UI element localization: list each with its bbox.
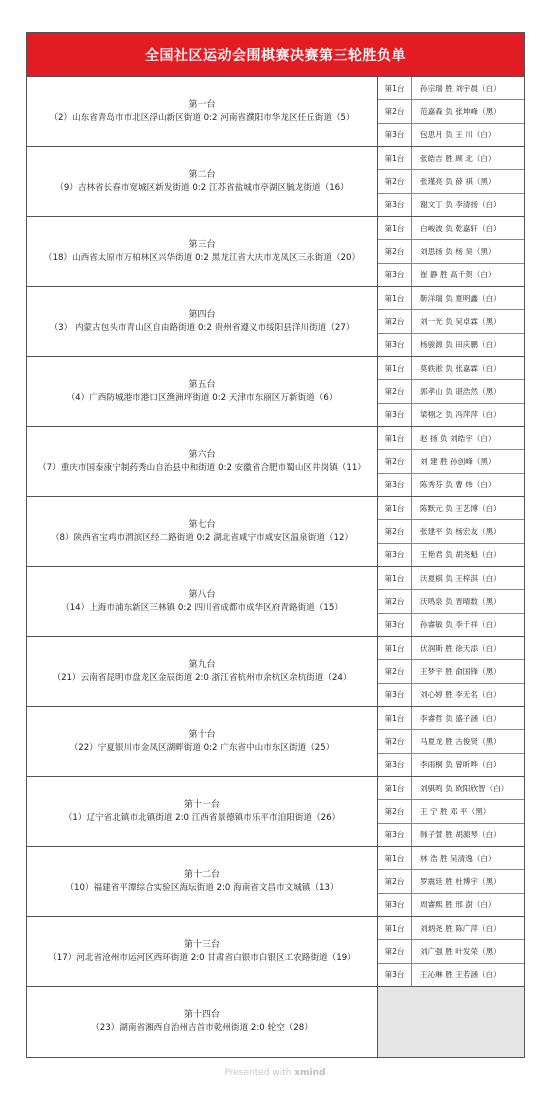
game-row	[378, 660, 524, 683]
game-result: 刘 建 胜 孙创峰（黑）	[420, 456, 496, 466]
game-result: 王沁琳 胜 王若涵（白）	[420, 970, 501, 980]
game-row	[378, 567, 524, 590]
match-row	[27, 777, 524, 847]
board-number: 第2台	[378, 520, 412, 542]
game-results	[378, 287, 524, 356]
game-result: 伏润斯 胜 徐天添（白）	[420, 643, 501, 653]
board-number: 第3台	[378, 264, 412, 286]
game-result: 张皓吉 胜 顾 北（白）	[420, 153, 496, 163]
table-name: 第一台	[188, 99, 216, 110]
board-number: 第3台	[378, 964, 412, 986]
board-number: 第1台	[378, 917, 412, 939]
table-name: 第七台	[188, 519, 216, 530]
game-row	[378, 170, 524, 193]
game-row	[378, 194, 524, 216]
table-name: 第十二台	[183, 869, 220, 880]
game-result: 郭孝山 负 谌浩然（黑）	[420, 386, 501, 396]
game-result: 靳洋瑞 负 夏明鑫（白）	[420, 293, 501, 303]
table-name: 第九台	[188, 659, 216, 670]
game-result: 赵 扬 负 刘皓宇（白）	[420, 433, 496, 443]
game-row	[378, 544, 524, 566]
board-number: 第3台	[378, 474, 412, 496]
game-results	[378, 777, 524, 846]
board-number: 第1台	[378, 427, 412, 449]
board-number: 第1台	[378, 77, 412, 99]
game-result: 李雨桐 负 曾昕哗（白）	[420, 760, 501, 770]
table-name: 第八台	[188, 589, 216, 600]
game-result: 孙睿敏 负 李千祥（白）	[420, 620, 501, 630]
game-row	[378, 894, 524, 916]
game-row	[378, 357, 524, 380]
game-result: 沃夏棋 负 王梓淇（白）	[420, 573, 501, 583]
game-results	[378, 427, 524, 496]
board-number: 第1台	[378, 707, 412, 729]
match-row	[27, 217, 524, 287]
game-row	[378, 264, 524, 286]
game-result: 张建平 负 杨宏友（黑）	[420, 526, 501, 536]
game-row	[378, 147, 524, 170]
game-result: 白峻波 负 乾嘉轩（白）	[420, 223, 501, 233]
game-result: 王梦宇 胜 俞国锋（黑）	[420, 666, 501, 676]
game-result: 刘思扬 负 杨 昊（黑）	[420, 246, 496, 256]
board-number: 第2台	[378, 590, 412, 612]
match-row	[27, 147, 524, 217]
game-result: 谢文丁 负 李清扬（白）	[420, 200, 501, 210]
board-number: 第1台	[378, 497, 412, 519]
game-results	[378, 147, 524, 216]
match-row	[27, 847, 524, 917]
game-row	[378, 800, 524, 823]
board-number: 第3台	[378, 614, 412, 636]
board-number: 第1台	[378, 567, 412, 589]
game-result: 李睿哲 负 盛子涵（白）	[420, 713, 501, 723]
bye-empty-cell	[378, 987, 524, 1057]
match-row	[27, 637, 524, 707]
board-number: 第3台	[378, 684, 412, 706]
pairing-text: （9）吉林省长春市宽城区新发街道 0:2 江苏省盐城市亭湖区毓龙街道（16）	[55, 182, 349, 193]
game-row	[378, 287, 524, 310]
board-number: 第3台	[378, 124, 412, 146]
board-number: 第2台	[378, 240, 412, 262]
pairing-text: （2）山东省青岛市市北区浮山新区街道 0:2 河南省濮阳市华龙区任丘街道（5）	[49, 112, 355, 123]
match-info	[27, 847, 378, 916]
table-name: 第十一台	[183, 799, 220, 810]
game-row	[378, 520, 524, 543]
game-row	[378, 870, 524, 893]
pairing-text: （17）河北省沧州市运河区西环街道 2:0 甘肃省白银市白银区工农路街道（19）	[48, 952, 356, 963]
board-number: 第2台	[378, 170, 412, 192]
match-info	[27, 637, 378, 706]
watermark	[0, 1068, 550, 1078]
game-results	[378, 357, 524, 426]
pairing-text: （10）福建省平潭综合实验区海坛街道 2:0 海南省文昌市文城镇（13）	[65, 882, 339, 893]
match-row	[27, 427, 524, 497]
pairing-text: （22）宁夏银川市金凤区湖畔街道 0:2 广东省中山市东区街道（25）	[69, 742, 335, 753]
game-row	[378, 474, 524, 496]
pairing-text: （23）湖南省湘西自治州吉首市乾州街道 2:0 轮空（28）	[91, 1023, 313, 1033]
match-info	[27, 287, 378, 356]
game-row	[378, 217, 524, 240]
board-number: 第2台	[378, 800, 412, 822]
pairing-text: （1）辽宁省北镇市北镇街道 2:0 江西省景德镇市乐平市洎阳街道（26）	[63, 812, 341, 823]
game-row	[378, 240, 524, 263]
game-results	[378, 707, 524, 776]
match-info	[27, 357, 378, 426]
game-results	[378, 637, 524, 706]
board-number: 第2台	[378, 100, 412, 122]
match-info	[27, 427, 378, 496]
game-result: 范嘉森 负 张坤峰（黑）	[420, 106, 501, 116]
game-row	[378, 707, 524, 730]
board-number: 第3台	[378, 544, 412, 566]
table-name: 第十三台	[183, 939, 220, 950]
game-result: 梁栩之 负 冯萍萍（白）	[420, 410, 501, 420]
table-name: 第十四台	[183, 1010, 220, 1020]
match-row	[27, 497, 524, 567]
board-number: 第3台	[378, 404, 412, 426]
game-result: 杨骏源 负 田庆鹏（白）	[420, 340, 501, 350]
match-row	[27, 707, 524, 777]
game-result: 刘骐鸣 负 欧阳欣智（白）	[420, 783, 509, 793]
match-list	[27, 77, 524, 1057]
sheet-title: 全国社区运动会围棋赛决赛第三轮胜负单	[27, 33, 524, 77]
table-name: 第十台	[188, 729, 216, 740]
game-row	[378, 730, 524, 753]
game-result: 王 宁 胜 邓 平（黑）	[420, 806, 491, 816]
board-number: 第2台	[378, 730, 412, 752]
table-name: 第四台	[188, 309, 216, 320]
match-row	[27, 357, 524, 427]
pairing-text: （14）上海市浦东新区三林镇 0:2 四川省成都市成华区府青路街道（15）	[61, 602, 343, 613]
board-number: 第2台	[378, 940, 412, 962]
board-number: 第2台	[378, 870, 412, 892]
board-number: 第3台	[378, 334, 412, 356]
game-result: 刘一光 负 吴卓霖（黑）	[420, 316, 501, 326]
game-row	[378, 614, 524, 636]
game-result: 林 浩 胜 吴清逸（白）	[420, 853, 496, 863]
game-result: 马夏龙 胜 古俊贤（黑）	[420, 736, 501, 746]
board-number: 第2台	[378, 660, 412, 682]
game-result: 陈默元 负 王艺博（白）	[420, 503, 501, 513]
game-result: 刘广强 胜 叶发荣（黑）	[420, 946, 501, 956]
game-row	[378, 380, 524, 403]
pairing-text: （4）广西防城港市港口区渔洲坪街道 0:2 天津市东丽区万新街道（6）	[66, 392, 338, 403]
match-row	[27, 987, 524, 1057]
pairing-text: （8）陕西省宝鸡市渭滨区经二路街道 0:2 湖北省咸宁市咸安区温泉街道（12）	[50, 532, 354, 543]
game-row	[378, 917, 524, 940]
match-info	[27, 217, 378, 286]
game-row	[378, 310, 524, 333]
game-row	[378, 334, 524, 356]
match-info	[27, 917, 378, 986]
game-row	[378, 940, 524, 963]
game-result: 陈秀芬 负 曹 炜（白）	[420, 480, 496, 490]
game-result: 崔 静 胜 高千贺（白）	[420, 270, 496, 280]
game-result: 韩子萱 胜 胡源琴（白）	[420, 830, 501, 840]
match-info	[27, 77, 378, 146]
table-name: 第五台	[188, 379, 216, 390]
match-info	[27, 497, 378, 566]
game-results	[378, 217, 524, 286]
game-results	[378, 567, 524, 636]
game-row	[378, 824, 524, 846]
watermark-prefix: Presented with	[224, 1068, 292, 1078]
game-row	[378, 637, 524, 660]
game-results	[378, 497, 524, 566]
board-number: 第2台	[378, 380, 412, 402]
game-row	[378, 684, 524, 706]
game-row	[378, 77, 524, 100]
game-results	[378, 847, 524, 916]
match-row	[27, 567, 524, 637]
match-info	[27, 777, 378, 846]
board-number: 第3台	[378, 754, 412, 776]
board-number: 第1台	[378, 147, 412, 169]
pairing-text: （3） 内蒙古包头市青山区自由路街道 0:2 贵州省遵义市绥阳县洋川街道（27）	[49, 322, 355, 333]
board-number: 第3台	[378, 824, 412, 846]
game-result: 王艳君 负 胡尧魁（白）	[420, 550, 501, 560]
board-number: 第1台	[378, 217, 412, 239]
game-result: 包思月 负 王 川（白）	[420, 130, 496, 140]
match-info	[27, 567, 378, 636]
match-info	[27, 707, 378, 776]
game-row	[378, 124, 524, 146]
table-name: 第二台	[188, 169, 216, 180]
board-number: 第1台	[378, 777, 412, 799]
match-row	[27, 287, 524, 357]
game-row	[378, 450, 524, 473]
game-result: 孙宗瑞 胜 刘宇晨（白）	[420, 83, 501, 93]
game-row	[378, 847, 524, 870]
game-row	[378, 777, 524, 800]
board-number: 第3台	[378, 194, 412, 216]
board-number: 第2台	[378, 450, 412, 472]
pairing-text: （7）重庆市国泰康宁制药秀山自治县中和街道 0:2 安徽省合肥市蜀山区井岗镇（11）	[38, 462, 366, 473]
game-result: 莫轶淞 负 张嘉霖（白）	[420, 363, 501, 373]
game-results	[378, 77, 524, 146]
board-number: 第2台	[378, 310, 412, 332]
game-result: 沃鸣泉 负 晋晴数（黑）	[420, 596, 501, 606]
board-number: 第1台	[378, 847, 412, 869]
game-results	[378, 917, 524, 986]
board-number: 第3台	[378, 894, 412, 916]
match-info	[27, 987, 378, 1057]
pairing-text: （18）山西省太原市万柏林区兴华街道 0:2 黑龙江省大庆市龙凤区三永街道（20）	[43, 252, 361, 263]
match-row	[27, 77, 524, 147]
game-row	[378, 497, 524, 520]
board-number: 第1台	[378, 357, 412, 379]
game-result: 张瑾亮 负 薛 祺（黑）	[420, 176, 496, 186]
match-info	[27, 147, 378, 216]
match-row	[27, 917, 524, 987]
game-row	[378, 964, 524, 986]
watermark-brand: xmind	[294, 1068, 326, 1078]
table-name: 第三台	[188, 239, 216, 250]
table-name: 第六台	[188, 449, 216, 460]
game-row	[378, 754, 524, 776]
game-result: 刘心婷 胜 李无名（白）	[420, 690, 501, 700]
results-sheet	[26, 32, 525, 1058]
game-row	[378, 590, 524, 613]
game-row	[378, 427, 524, 450]
game-result: 周睿熙 胜 邢 澍（白）	[420, 900, 496, 910]
game-result: 罗震廷 胜 杜博宇（黑）	[420, 876, 501, 886]
board-number: 第1台	[378, 287, 412, 309]
game-result: 刘炳尧 胜 陈广萍（白）	[420, 923, 501, 933]
game-row	[378, 404, 524, 426]
game-row	[378, 100, 524, 123]
board-number: 第1台	[378, 637, 412, 659]
pairing-text: （21）云南省昆明市盘龙区金辰街道 2:0 浙江省杭州市余杭区余杭街道（24）	[52, 672, 352, 683]
